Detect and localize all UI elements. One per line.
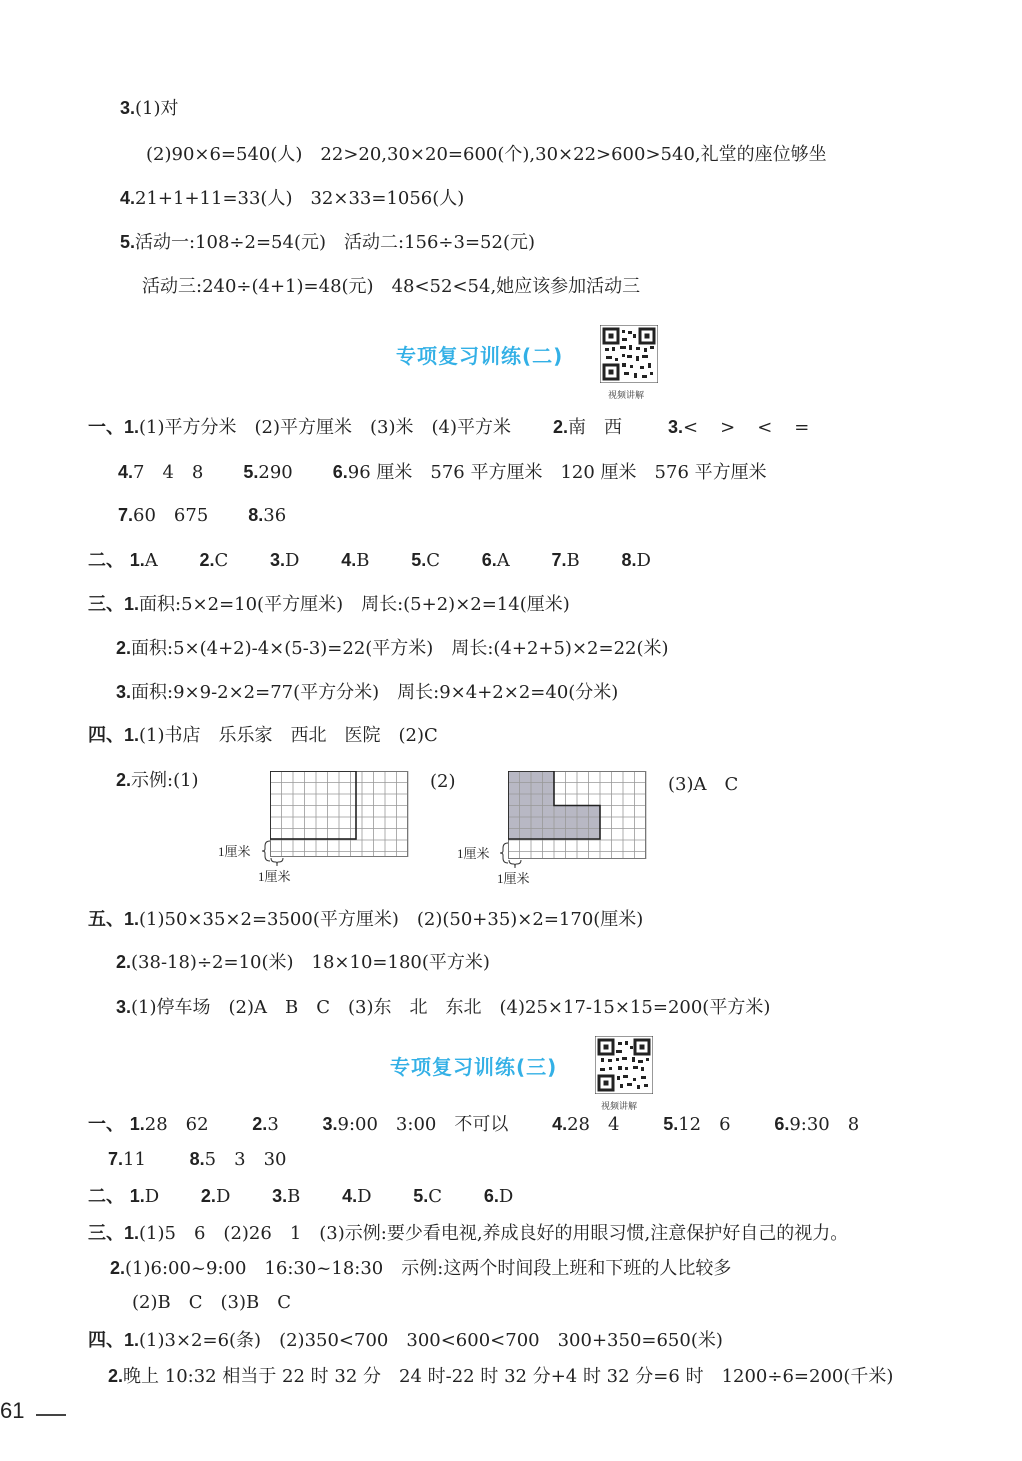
num: 3. — [116, 997, 132, 1017]
choice: D — [285, 550, 300, 571]
s2-p3-q3 — [116, 680, 618, 705]
answer: 9:30 8 — [789, 1114, 860, 1135]
s2-p3-q2 — [116, 636, 669, 661]
answer: 12 6 — [678, 1114, 731, 1135]
s3-p4-q2 — [108, 1364, 893, 1389]
answer: (1)6:00~9:00 16:30~18:30 示例:这两个时间段上班和下班的人比较多 — [125, 1258, 732, 1279]
num: 8. — [248, 505, 264, 525]
num: 7. — [551, 550, 567, 570]
answer: 60 675 — [133, 505, 209, 526]
s2-p4-q1 — [88, 723, 438, 748]
part-label: 一、 — [88, 417, 124, 437]
num: 6. — [481, 550, 497, 570]
q4-number: 4. — [120, 188, 136, 208]
num: 1. — [124, 725, 140, 745]
num: 1. — [129, 1186, 145, 1206]
brace-icon — [270, 858, 284, 866]
s3-p1-line2 — [108, 1147, 286, 1172]
q4-answer: 21+1+11=33(人) 32×33=1056(人) — [135, 188, 465, 209]
part-label: 二、 — [88, 550, 124, 570]
num: 1. — [124, 417, 140, 437]
s2-p4-q2-part3: (3)A C — [668, 774, 739, 795]
q3-line1 — [120, 96, 179, 121]
answer: (1)50×35×2=3500(平方厘米) (2)(50+35)×2=170(厘米) — [139, 909, 644, 930]
answer: 示例:(1) — [131, 770, 199, 791]
num: 4. — [342, 1186, 358, 1206]
num: 1. — [124, 909, 140, 929]
num: 3. — [668, 417, 684, 437]
section2-title: 专项复习训练(二) — [396, 344, 564, 368]
num: 2. — [116, 770, 132, 790]
num: 2. — [116, 638, 132, 658]
q3-number: 3. — [120, 98, 136, 118]
answer: 36 — [263, 505, 287, 526]
part-label: 二、 — [88, 1186, 124, 1206]
grid-diagram-1 — [270, 771, 410, 859]
answer: 面积:5×(4+2)-4×(5-3)=22(平方米) 周长:(4+2+5)×2=22(米) — [131, 638, 669, 659]
answer: 5 3 30 — [204, 1149, 287, 1170]
answer: (1)5 6 (2)26 1 (3)示例:要少看电视,养成良好的用眼习惯,注意保护好自己的视力。 — [139, 1223, 849, 1244]
answer: 晚上 10:32 相当于 22 时 32 分 24 时-22 时 32 分+4 时 32 分=6 时 1200÷6=200(千米) — [123, 1366, 894, 1387]
num: 3. — [116, 682, 132, 702]
part-label: 三、 — [88, 594, 124, 614]
num: 2. — [252, 1114, 268, 1134]
q5-number: 5. — [120, 232, 136, 252]
choice: B — [566, 550, 580, 571]
num: 2. — [199, 550, 215, 570]
answer: < > < = — [683, 417, 812, 438]
num: 6. — [774, 1114, 790, 1134]
part-label: 一、 — [88, 1114, 124, 1134]
num: 5. — [411, 550, 427, 570]
q5-line1 — [120, 230, 535, 255]
choice: C — [214, 550, 229, 571]
num: 7. — [118, 505, 134, 525]
part-label: 四、 — [88, 1330, 124, 1350]
num: 2. — [553, 417, 569, 437]
unit-label-horizontal-2: 1厘米 — [497, 871, 530, 886]
choice: D — [498, 1186, 514, 1207]
qr-caption: 视频讲解 — [608, 391, 645, 401]
num: 6. — [483, 1186, 499, 1206]
s2-p1-line3 — [118, 503, 286, 528]
num: 5. — [243, 462, 259, 482]
answer: (1)书店 乐乐家 西北 医院 (2)C — [139, 725, 438, 746]
num: 4. — [118, 462, 134, 482]
part-label: 三、 — [88, 1223, 124, 1243]
answer: (1)3×2=6(条) (2)350<700 300<600<700 300+350=650(米) — [139, 1330, 723, 1351]
num: 5. — [413, 1186, 429, 1206]
num: 1. — [124, 594, 140, 614]
num: 3. — [270, 550, 286, 570]
q5-line2: 活动三:240÷(4+1)=48(元) 48<52<54,她应该参加活动三 — [142, 276, 641, 297]
unit-label-horizontal-1: 1厘米 — [258, 869, 291, 884]
choice: D — [144, 1186, 160, 1207]
num: 2. — [200, 1186, 216, 1206]
s3-p1-line1 — [88, 1112, 859, 1137]
answer: 96 厘米 576 平方厘米 120 厘米 576 平方厘米 — [347, 462, 767, 483]
num: 2. — [110, 1258, 126, 1278]
qr-code-icon[interactable] — [595, 1036, 653, 1094]
choice: D — [636, 550, 651, 571]
num: 1. — [129, 550, 145, 570]
choice: B — [356, 550, 370, 571]
s3-p3-q2-line2: (2)B C (3)B C — [132, 1292, 291, 1313]
s2-p5-q3 — [116, 995, 770, 1020]
section3-title: 专项复习训练(三) — [390, 1055, 558, 1079]
s2-p5-q2 — [116, 950, 490, 975]
answer: 28 62 — [144, 1114, 209, 1135]
answer: 南 西 — [568, 417, 623, 438]
num: 1. — [124, 1330, 140, 1350]
s2-p1-line2 — [118, 460, 767, 485]
s2-p2-line — [88, 548, 651, 573]
num: 1. — [129, 1114, 145, 1134]
s3-p3-q2 — [110, 1256, 731, 1281]
choice: B — [287, 1186, 301, 1207]
part-label: 四、 — [88, 725, 124, 745]
unit-label-vertical-2: 1厘米 — [457, 846, 490, 861]
num: 6. — [332, 462, 348, 482]
num: 3. — [322, 1114, 338, 1134]
brace-icon — [508, 860, 522, 868]
num: 8. — [621, 550, 637, 570]
num: 4. — [552, 1114, 568, 1134]
s3-p3-q1 — [88, 1221, 848, 1246]
answer: 9:00 3:00 不可以 — [337, 1114, 509, 1135]
q4-line — [120, 186, 464, 211]
q5-answer-a: 活动一:108÷2=54(元) 活动二:156÷3=52(元) — [135, 232, 535, 253]
s2-p4-q2-part2: (2) — [430, 771, 456, 792]
choice: C — [426, 550, 440, 571]
num: 2. — [108, 1366, 124, 1386]
num: 8. — [189, 1149, 205, 1169]
answer: 7 4 8 — [133, 462, 204, 483]
choice: D — [215, 1186, 231, 1207]
s3-p2-line — [88, 1184, 513, 1209]
q3-answer-a: (1)对 — [135, 98, 179, 119]
s2-p4-q2 — [116, 768, 199, 793]
answer: (1)停车场 (2)A B C (3)东 北 东北 (4)25×17-15×15=200(平方米) — [131, 997, 771, 1018]
s2-p1-line1 — [88, 415, 811, 440]
page-number: 61 — [0, 1398, 25, 1423]
unit-label-vertical-1: 1厘米 — [218, 844, 251, 859]
choice: A — [144, 550, 158, 571]
num: 2. — [116, 952, 132, 972]
choice: C — [428, 1186, 443, 1207]
choice: D — [357, 1186, 372, 1207]
qr-caption: 视频讲解 — [601, 1102, 638, 1112]
answer: 3 — [267, 1114, 279, 1135]
s3-p4-q1 — [88, 1328, 723, 1353]
num: 5. — [663, 1114, 679, 1134]
answer: 面积:5×2=10(平方厘米) 周长:(5+2)×2=14(厘米) — [139, 594, 570, 615]
answer: 11 — [123, 1149, 146, 1170]
answer: (38-18)÷2=10(米) 18×10=180(平方米) — [131, 952, 490, 973]
num: 3. — [272, 1186, 288, 1206]
q3-line2: (2)90×6=540(人) 22>20,30×20=600(个),30×22>600>540,礼堂的座位够坐 — [146, 144, 827, 165]
answer: 28 4 — [567, 1114, 620, 1135]
s2-p3-q1 — [88, 592, 570, 617]
part-label: 五、 — [88, 909, 124, 929]
s2-p5-q1 — [88, 907, 643, 932]
choice: A — [496, 550, 510, 571]
grid-diagram-2 — [508, 771, 648, 861]
num: 4. — [341, 550, 357, 570]
num: 1. — [124, 1223, 140, 1243]
page-number-dash — [36, 1414, 66, 1416]
answer: 面积:9×9-2×2=77(平方分米) 周长:9×4+2×2=40(分米) — [131, 682, 619, 703]
answer: 290 — [258, 462, 293, 483]
answer: (1)平方分米 (2)平方厘米 (3)米 (4)平方米 — [139, 417, 512, 438]
qr-code-icon[interactable] — [600, 325, 658, 383]
num: 7. — [108, 1149, 124, 1169]
